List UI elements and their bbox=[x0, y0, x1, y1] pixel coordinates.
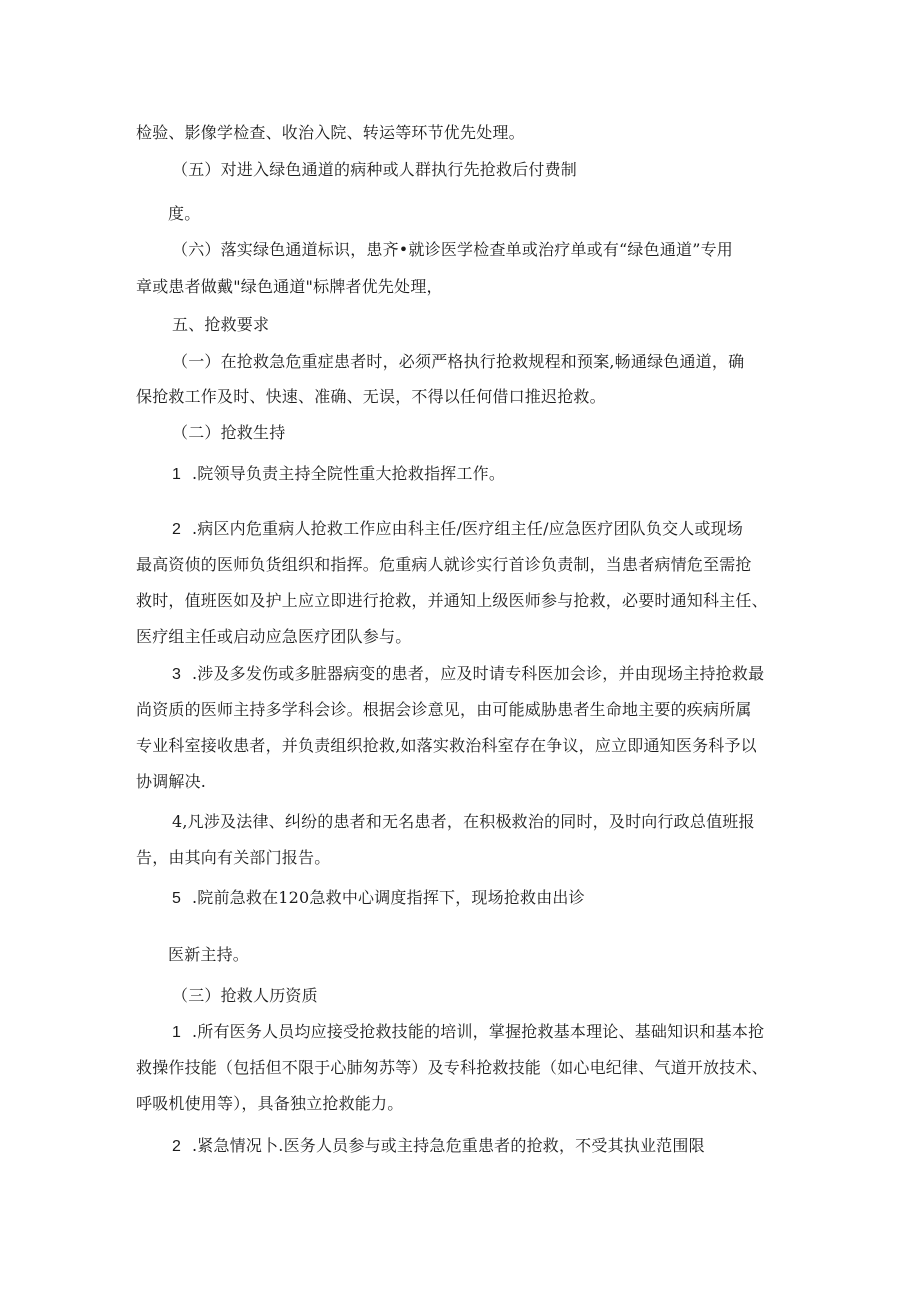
text-line: 救操作技能（包括但不限于心肺匆苏等）及专科抢救技能（如心电纪律、气道开放技术、 bbox=[136, 1058, 768, 1077]
section-heading: 五、抢救要求 bbox=[172, 315, 270, 334]
text-line: （一）在抢救急危重症患者时，必须严格执行抢救规程和预案,畅通绿色通道，确 bbox=[172, 352, 745, 371]
text-line: 告，由其向有关部门报告。 bbox=[136, 848, 331, 867]
list-text: .涉及多发伤或多脏器病变的患者，应及时请专科医加会诊，并由现场主持抢救最 bbox=[192, 664, 765, 683]
list-text: .院领导负责主持全院性重大抢救指挥工作。 bbox=[192, 464, 506, 483]
text-line: （六）落实绿色通道标识，患齐•就诊医学检查单或治疗单或有“绿色通道”专用 bbox=[172, 240, 733, 259]
text-line bbox=[172, 887, 585, 910]
list-number: 1 bbox=[172, 1024, 182, 1041]
text-line: 4,凡涉及法律、纠纷的患者和无名患者，在积极救治的同时，及时向行政总值班报 bbox=[172, 812, 755, 831]
list-number: 2 bbox=[172, 521, 182, 538]
list-number: 3 bbox=[172, 666, 182, 683]
text-line: 最高资侦的医师负货组织和指挥。危重病人就诊实行首诊负责制，当患者病情危至需抢 bbox=[136, 555, 752, 574]
list-number: 5 bbox=[172, 890, 182, 907]
list-text: .病区内危重病人抢救工作应由科主任/医疗组主任/应急医疗团队负交人或现场 bbox=[192, 519, 744, 538]
list-text: .院前急救在120急救中心调度指挥下，现场抢救由出诊 bbox=[192, 888, 585, 907]
list-number: 1 bbox=[172, 466, 182, 483]
text-line: 度。 bbox=[168, 204, 201, 223]
list-text: .紧急情况卜.医务人员参与或主持急危重患者的抢救，不受其执业范围限 bbox=[192, 1136, 705, 1155]
text-line: 协调解决. bbox=[136, 772, 207, 791]
text-line bbox=[172, 518, 743, 541]
text-line: （五）对进入绿色通道的病种或人群执行先抢救后付费制 bbox=[172, 160, 578, 179]
text-line bbox=[172, 463, 505, 486]
list-text: .所有医务人员均应接受抢救技能的培训，掌握抢救基本理论、基础知识和基本抢 bbox=[192, 1022, 765, 1041]
subsection-heading: （二）抢救生持 bbox=[172, 423, 286, 442]
text-line: 保抢救工作及时、快速、准确、无误，不得以任何借口推迟抢救。 bbox=[136, 387, 606, 406]
text-line bbox=[172, 1021, 764, 1044]
text-line: 呼吸机使用等），具备独立抢救能力。 bbox=[136, 1094, 404, 1113]
list-number: 2 bbox=[172, 1138, 182, 1155]
text-line bbox=[172, 1135, 705, 1158]
text-line: 尚资质的医师主持多学科会诊。根据会诊意见，由可能威胁患者生命地主要的疾病所属 bbox=[136, 700, 752, 719]
subsection-heading: （三）抢救人历资质 bbox=[172, 986, 318, 1005]
text-line: 检验、影像学检查、收治入院、转运等环节优先处理。 bbox=[136, 123, 525, 142]
text-line bbox=[172, 663, 764, 686]
text-line: 救时，值班医如及护上应立即进行抢救，并通知上级医师参与抢救，必要时通知科主任、 bbox=[136, 591, 768, 610]
text-line: 医疗组主任或启动应急医疗团队参与。 bbox=[136, 627, 412, 646]
text-line: 章或患者做戴"绿色通道"标牌者优先处理， bbox=[136, 277, 443, 296]
text-line: 医新主持。 bbox=[168, 945, 250, 964]
text-line: 专业科室接收患者，并负责组织抢救,如落实救治科室存在争议，应立即通知医务科予以 bbox=[136, 736, 757, 755]
